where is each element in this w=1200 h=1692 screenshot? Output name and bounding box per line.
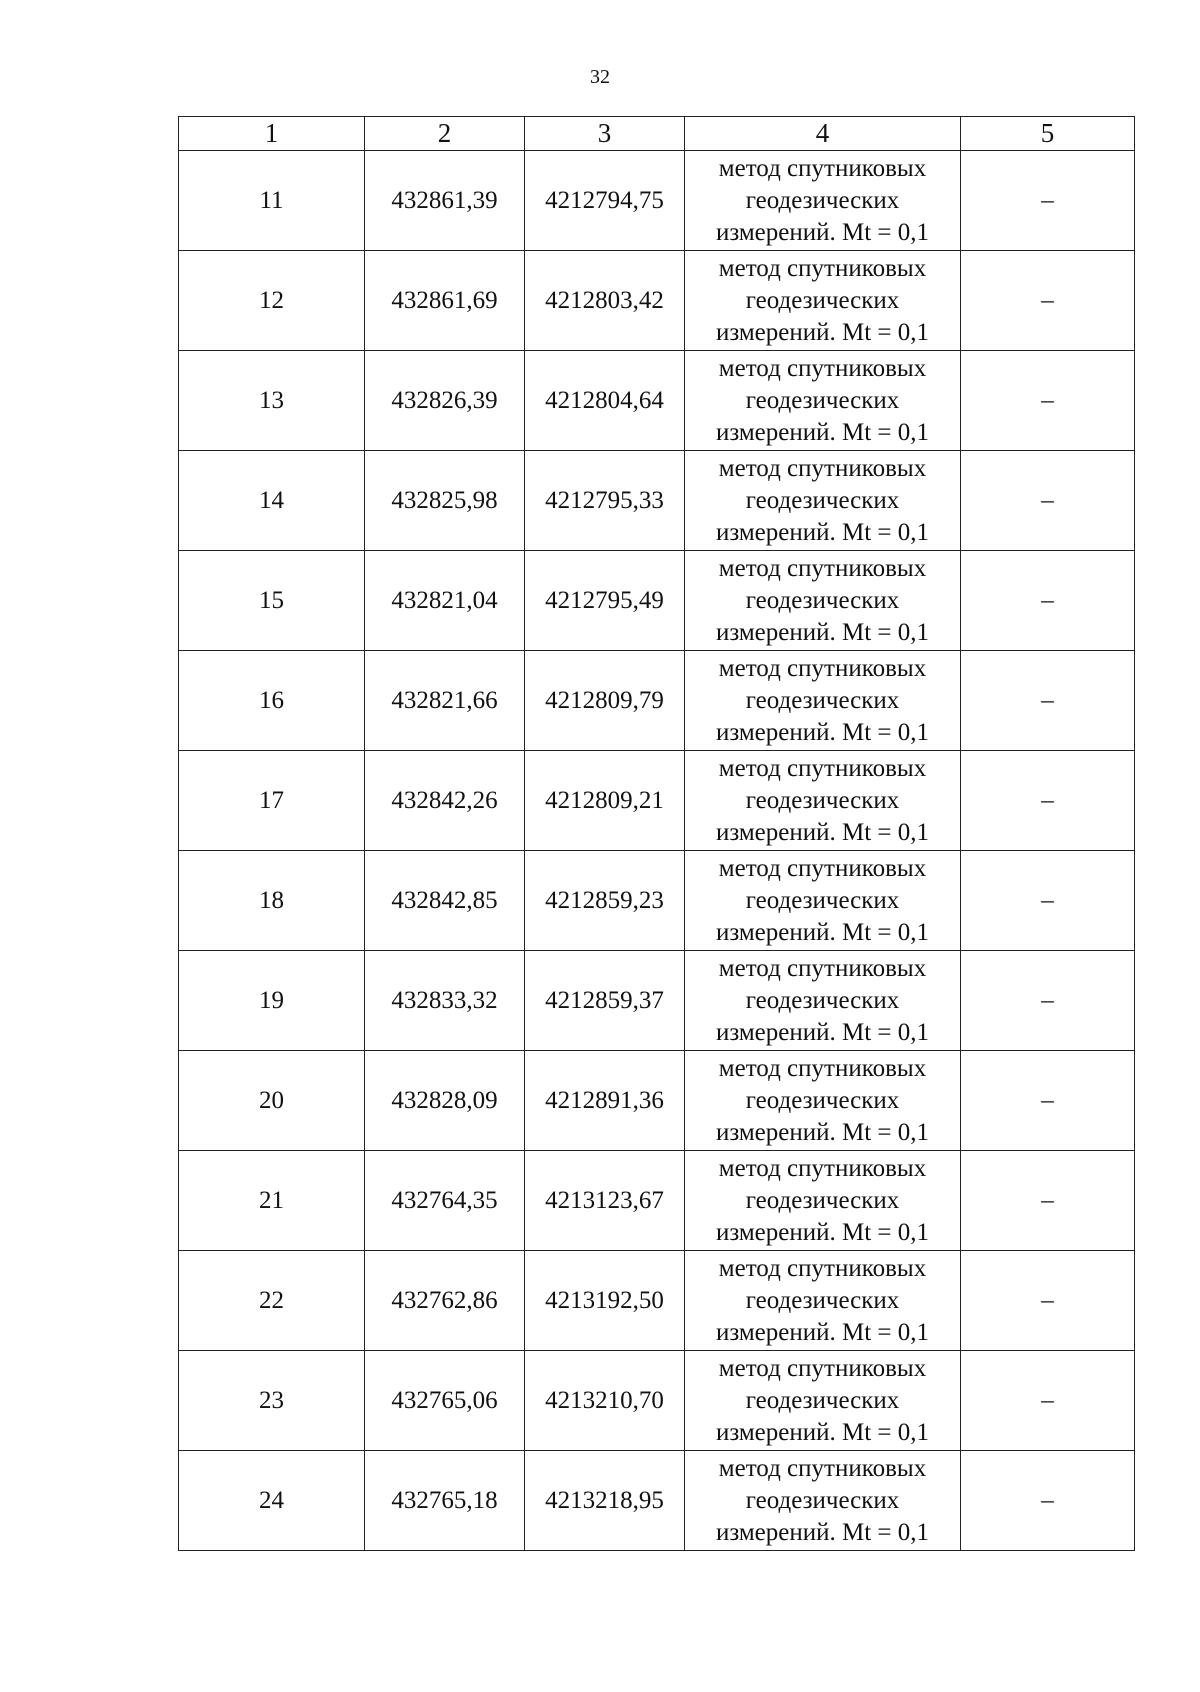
method-line-1: метод спутниковых — [718, 154, 927, 182]
point-number-cell: 17 — [179, 751, 365, 851]
point-number-cell: 13 — [179, 351, 365, 451]
x-coordinate-cell: 432842,85 — [365, 851, 525, 951]
x-coordinate-cell: 432762,86 — [365, 1251, 525, 1351]
method-line-2: геодезических — [745, 1286, 900, 1314]
method-line-2: геодезических — [745, 486, 900, 514]
header-row — [179, 117, 1135, 151]
note-cell: – — [961, 151, 1135, 251]
method-line-1: метод спутниковых — [718, 654, 927, 682]
method-line-2: геодезических — [745, 686, 900, 714]
method-line-1: метод спутниковых — [718, 254, 927, 282]
method-line-2: геодезических — [745, 1186, 900, 1214]
note-cell: – — [961, 1251, 1135, 1351]
note-cell: – — [961, 251, 1135, 351]
method-cell — [685, 1151, 961, 1251]
method-line-3: измерений. Mt = 0,1 — [715, 418, 930, 446]
method-cell — [685, 851, 961, 951]
header-col-5: 5 — [961, 117, 1135, 151]
method-line-3: измерений. Mt = 0,1 — [715, 1518, 930, 1546]
method-line-2: геодезических — [745, 386, 900, 414]
x-coordinate-cell: 432842,26 — [365, 751, 525, 851]
table-row — [179, 451, 1135, 551]
method-line-1: метод спутниковых — [718, 354, 927, 382]
header-col-4: 4 — [685, 117, 961, 151]
table-row — [179, 751, 1135, 851]
note-cell: – — [961, 1451, 1135, 1551]
x-coordinate-cell: 432833,32 — [365, 951, 525, 1051]
y-coordinate-cell: 4212794,75 — [525, 151, 685, 251]
table-row — [179, 1451, 1135, 1551]
table-body — [179, 151, 1135, 1551]
x-coordinate-cell: 432826,39 — [365, 351, 525, 451]
method-line-1: метод спутниковых — [718, 1154, 927, 1182]
method-line-3: измерений. Mt = 0,1 — [715, 1418, 930, 1446]
table-row — [179, 251, 1135, 351]
table-row — [179, 951, 1135, 1051]
table-row — [179, 351, 1135, 451]
table-row — [179, 651, 1135, 751]
method-cell — [685, 951, 961, 1051]
method-cell — [685, 151, 961, 251]
x-coordinate-cell: 432765,06 — [365, 1351, 525, 1451]
note-cell: – — [961, 551, 1135, 651]
note-cell: – — [961, 451, 1135, 551]
method-line-2: геодезических — [745, 186, 900, 214]
table-row — [179, 551, 1135, 651]
table-row — [179, 151, 1135, 251]
point-number-cell: 16 — [179, 651, 365, 751]
point-number-cell: 22 — [179, 1251, 365, 1351]
method-line-1: метод спутниковых — [718, 954, 927, 982]
method-line-2: геодезических — [745, 1486, 900, 1514]
method-cell — [685, 651, 961, 751]
method-cell — [685, 551, 961, 651]
method-line-1: метод спутниковых — [718, 1254, 927, 1282]
note-cell: – — [961, 1151, 1135, 1251]
method-line-3: измерений. Mt = 0,1 — [715, 318, 930, 346]
method-cell — [685, 351, 961, 451]
method-line-1: метод спутниковых — [718, 754, 927, 782]
method-line-2: геодезических — [745, 986, 900, 1014]
note-cell: – — [961, 951, 1135, 1051]
method-line-2: геодезических — [745, 1086, 900, 1114]
method-cell — [685, 1451, 961, 1551]
method-line-1: метод спутниковых — [718, 1454, 927, 1482]
method-line-3: измерений. Mt = 0,1 — [715, 618, 930, 646]
method-line-2: геодезических — [745, 586, 900, 614]
method-cell — [685, 451, 961, 551]
note-cell: – — [961, 751, 1135, 851]
point-number-cell: 12 — [179, 251, 365, 351]
y-coordinate-cell: 4213192,50 — [525, 1251, 685, 1351]
point-number-cell: 18 — [179, 851, 365, 951]
method-line-1: метод спутниковых — [718, 1054, 927, 1082]
table-row — [179, 851, 1135, 951]
method-cell — [685, 251, 961, 351]
method-line-3: измерений. Mt = 0,1 — [715, 918, 930, 946]
point-number-cell: 23 — [179, 1351, 365, 1451]
y-coordinate-cell: 4212795,49 — [525, 551, 685, 651]
method-line-1: метод спутниковых — [718, 454, 927, 482]
note-cell: – — [961, 351, 1135, 451]
header-col-1: 1 — [179, 117, 365, 151]
y-coordinate-cell: 4213218,95 — [525, 1451, 685, 1551]
y-coordinate-cell: 4213123,67 — [525, 1151, 685, 1251]
method-line-3: измерений. Mt = 0,1 — [715, 818, 930, 846]
table-header — [179, 117, 1135, 151]
point-number-cell: 15 — [179, 551, 365, 651]
x-coordinate-cell: 432861,69 — [365, 251, 525, 351]
method-cell — [685, 1051, 961, 1151]
table-row — [179, 1251, 1135, 1351]
y-coordinate-cell: 4212809,21 — [525, 751, 685, 851]
point-number-cell: 19 — [179, 951, 365, 1051]
method-line-3: измерений. Mt = 0,1 — [715, 1318, 930, 1346]
header-col-3: 3 — [525, 117, 685, 151]
x-coordinate-cell: 432765,18 — [365, 1451, 525, 1551]
y-coordinate-cell: 4213210,70 — [525, 1351, 685, 1451]
x-coordinate-cell: 432828,09 — [365, 1051, 525, 1151]
method-line-3: измерений. Mt = 0,1 — [715, 1018, 930, 1046]
y-coordinate-cell: 4212859,37 — [525, 951, 685, 1051]
note-cell: – — [961, 651, 1135, 751]
x-coordinate-cell: 432821,04 — [365, 551, 525, 651]
method-line-3: измерений. Mt = 0,1 — [715, 218, 930, 246]
y-coordinate-cell: 4212859,23 — [525, 851, 685, 951]
table-row — [179, 1351, 1135, 1451]
method-cell — [685, 1351, 961, 1451]
x-coordinate-cell: 432764,35 — [365, 1151, 525, 1251]
method-cell — [685, 751, 961, 851]
x-coordinate-cell: 432825,98 — [365, 451, 525, 551]
method-line-1: метод спутниковых — [718, 554, 927, 582]
point-number-cell: 24 — [179, 1451, 365, 1551]
table-row — [179, 1051, 1135, 1151]
y-coordinate-cell: 4212804,64 — [525, 351, 685, 451]
page-number: 32 — [590, 66, 610, 88]
note-cell: – — [961, 851, 1135, 951]
method-line-2: геодезических — [745, 286, 900, 314]
method-cell — [685, 1251, 961, 1351]
method-line-3: измерений. Mt = 0,1 — [715, 1118, 930, 1146]
table-row — [179, 1151, 1135, 1251]
method-line-2: геодезических — [745, 1386, 900, 1414]
y-coordinate-cell: 4212891,36 — [525, 1051, 685, 1151]
method-line-3: измерений. Mt = 0,1 — [715, 1218, 930, 1246]
note-cell: – — [961, 1051, 1135, 1151]
point-number-cell: 20 — [179, 1051, 365, 1151]
method-line-1: метод спутниковых — [718, 1354, 927, 1382]
header-col-2: 2 — [365, 117, 525, 151]
point-number-cell: 11 — [179, 151, 365, 251]
method-line-2: геодезических — [745, 886, 900, 914]
y-coordinate-cell: 4212803,42 — [525, 251, 685, 351]
method-line-3: измерений. Mt = 0,1 — [715, 718, 930, 746]
coordinates-table — [178, 116, 1135, 1551]
point-number-cell: 21 — [179, 1151, 365, 1251]
method-line-2: геодезических — [745, 786, 900, 814]
x-coordinate-cell: 432861,39 — [365, 151, 525, 251]
y-coordinate-cell: 4212809,79 — [525, 651, 685, 751]
point-number-cell: 14 — [179, 451, 365, 551]
method-line-3: измерений. Mt = 0,1 — [715, 518, 930, 546]
note-cell: – — [961, 1351, 1135, 1451]
y-coordinate-cell: 4212795,33 — [525, 451, 685, 551]
method-line-1: метод спутниковых — [718, 854, 927, 882]
x-coordinate-cell: 432821,66 — [365, 651, 525, 751]
